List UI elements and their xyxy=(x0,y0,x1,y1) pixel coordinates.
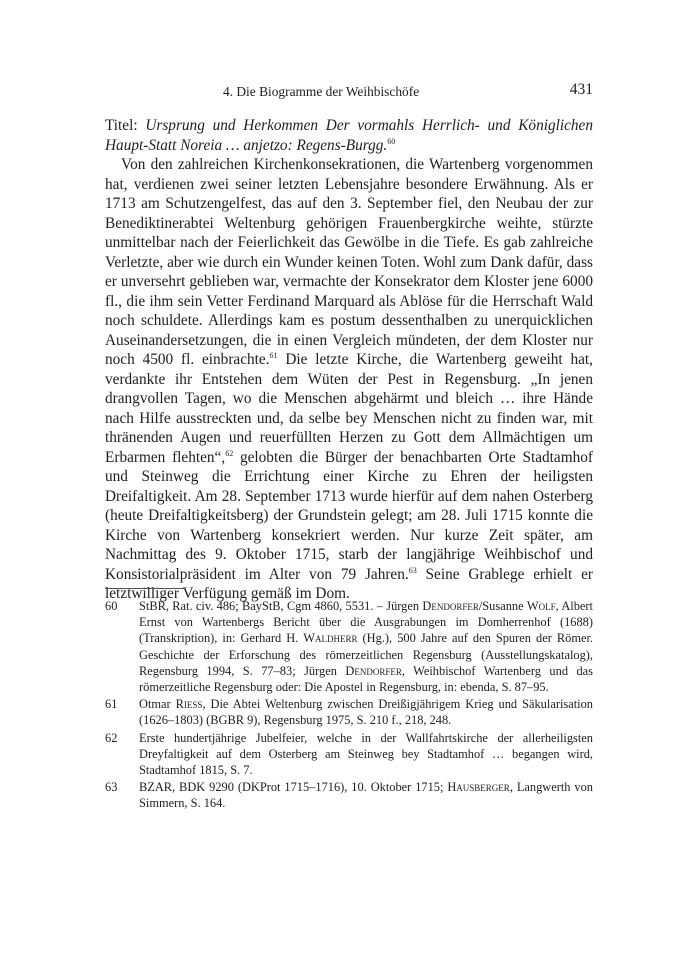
paragraph-text: Seine Grablege erhielt er letztwilliger Verfügung gemäß im Dom. xyxy=(105,565,593,602)
author-name: Waldherr xyxy=(303,631,358,646)
author-name: Riess xyxy=(175,697,203,712)
page-number: 431 xyxy=(569,81,593,98)
author-name: Dendorfer xyxy=(422,599,479,613)
work-title: Ursprung und Herkommen Der vormahls Herrlich- und Königlichen Haupt-Statt Noreia … anjetzo: Regens-Burgg. xyxy=(105,117,593,154)
footnote-ref-60[interactable]: 60 xyxy=(387,136,396,146)
footnote-63 xyxy=(105,779,593,811)
paragraph-text: Von den zahlreichen Kirchenkonsekrationen, die Wartenberg vorgenommen hat, verdienen zwei seiner letzten Lebensjahre besondere Erwähnung. Als er 1713 am Schutzengelfest, das auf den 3. September fiel, den Neubau der zur Benediktinerabtei Weltenburg gehörigen Frauenbergkirche weihte, stürzte unmittelbar nach der Feierlichkeit das Gewölbe in die Tiefe. Es gab zahlreiche Verletzte, aber wie durch ein Wunder keinen Toten. Wohl zum Dank dafür, dass er unversehrt geblieben war, vermachte der Konsekrator dem Kloster jene 6000 fl., die ihm sein Vetter Ferdinand Marquard als Ablöse für die Herrschaft Wald noch schuldete. Allerdings kam es postum dessenthalben zu unerquicklichen Auseinandersetzungen, die in einen Vergleich mündeten, der dem Kloster nur noch 4500 fl. einbrachte. xyxy=(105,156,593,368)
footnote-number: 62 xyxy=(105,730,118,745)
footnote-text: , Langwerth von Simmern, S. 164. xyxy=(139,780,593,811)
running-title: 4. Die Biogramme der Weihbischöfe xyxy=(223,84,420,99)
footnote-text: /Susanne xyxy=(478,599,527,613)
footnote-text: , Albert Ernst von Wartenbergs Bericht über die Ausgrabungen im Domherrenhof (1688) (Transkription), in: Gerhard H. xyxy=(139,599,593,646)
footnote-ref-62[interactable]: 62 xyxy=(225,448,234,458)
paragraph-text: Die letzte Kirche, die Wartenberg geweiht hat, verdankte ihr Entstehen dem Wüten der Pest in Regensburg. „In jenen drangvollen Tagen, wo die Menschen abgehärmt und bleich … ihre Hände nach Hilfe ausstreckten und, da selbe bey Menschen nicht zu finden war, mit thränenden Augen und reuerfüllten Herzen zu Gott dem Allmächtigen um Erbarmen flehten“, xyxy=(105,351,593,466)
footnote-divider xyxy=(105,588,185,589)
footnote-text: , Die Abtei Weltenburg zwischen Dreißigjährigem Krieg und Säkularisation (1626–1803) (BGBR 9), Regensburg 1975, S. 210 f., 218, 248. xyxy=(139,697,593,728)
body-paragraph xyxy=(105,155,593,604)
footnote-number: 63 xyxy=(105,780,118,795)
footnote-text: Otmar xyxy=(139,697,176,712)
footnote-ref-63[interactable]: 63 xyxy=(408,565,417,575)
footnote-text: BZAR, BDK 9290 (DKProt 1715–1716), 10. Oktober 1715; xyxy=(139,780,448,795)
footnote-text: (Hg.), 500 Jahre auf den Spuren der Römer. Geschichte der Erforschung des römerzeitlichen Regensburg (Ausstellungskatalog), Regensburg 1994, S. 77–83; Jürgen xyxy=(139,631,594,678)
author-name: Wolf xyxy=(526,599,556,613)
footnote-ref-61[interactable]: 61 xyxy=(269,351,278,360)
footnote-number: 60 xyxy=(105,599,118,613)
footnote-text: StBR, Rat. civ. 486; BayStB, Cgm 4860, 5531. – Jürgen xyxy=(139,599,423,613)
paragraph-text: gelobten die Bürger der benachbarten Orte Stadtamhof und Steinweg die Errichtung einer Kirche zu Ehren der heiligsten Dreifaltigkeit. Am 28. September 1713 wurde hierfür auf dem nahen Osterberg (heute Dreifaltigkeitsberg) der Grundstein gelegt; am 28. Juli 1715 konnte die Kirche von Wartenberg konsekriert werden. Nur kurze Zeit später, am Nachmittag des 9. Oktober 1715, starb der langjährige Weihbischof und Konsistorialpräsident im Alter von 79 Jahren. xyxy=(105,448,594,583)
footnote-text: , Weihbischof Wartenberg und das römerzeitliche Regensburg oder: Die Apostel in Regensburg, in: ebenda, S. 87–95. xyxy=(139,663,593,695)
footnote-60 xyxy=(105,598,593,695)
footnote-62 xyxy=(105,730,593,779)
footnote-61 xyxy=(105,696,593,728)
footnotes xyxy=(105,598,593,813)
page-header xyxy=(105,80,593,104)
title-paragraph xyxy=(105,116,593,155)
title-label: Titel: xyxy=(105,117,146,134)
footnote-text: Erste hundertjährige Jubelfeier, welche in der Wallfahrtskirche der allerheiligsten Dreyfaltigkeit auf dem Osterberg am Steinweg bey Stadtamhof … begangen wird, Stadtamhof 1815, S. 7. xyxy=(139,730,593,778)
author-name: Dendorfer xyxy=(345,663,402,678)
footnote-number: 61 xyxy=(105,697,118,712)
main-text xyxy=(105,116,593,604)
author-name: Hausberger xyxy=(447,780,510,795)
